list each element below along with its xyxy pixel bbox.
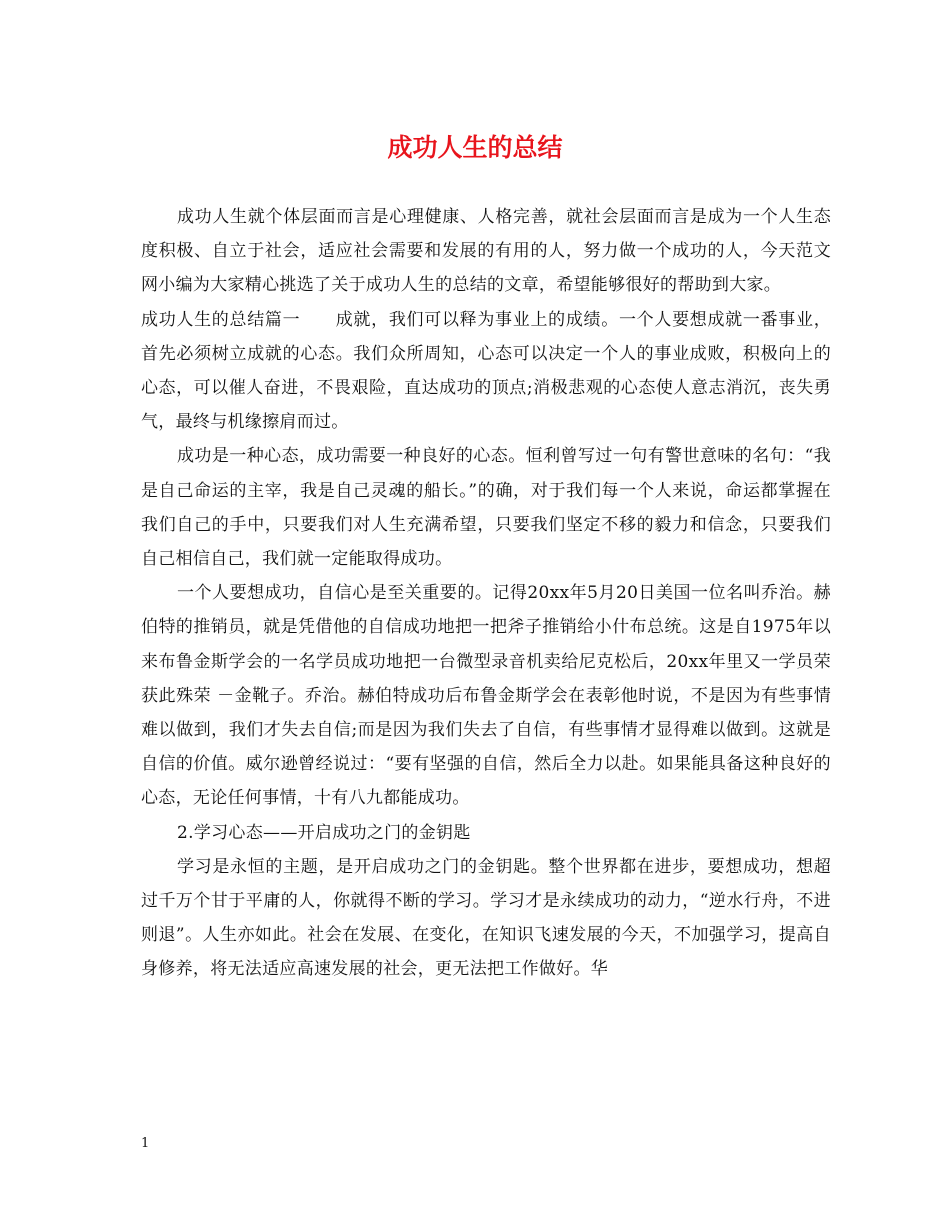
paragraph-confidence: 一个人要想成功，自信心是至关重要的。记得20xx年5月20日美国一位名叫乔治。赫伯特的推销员，就是凭借他的自信成功地把一把斧子推销给小什布总统。这是自1975年以来布鲁金斯学会的一名学员成功地把一台微型录音机卖给尼克松后，20xx年里又一学员荣获此殊荣 －金靴子。乔治。赫伯特成功后布鲁金斯学会在表彰他时说，不是因为有些事情难以做到，我们才失去自信;而是因为我们失去了自信，有些事情才显得难以做到。这就是自信的价值。威尔逊曾经说过：“要有坚强的自信，然后全力以赴。如果能具备这种良好的心态，无论任何事情，十有八九都能成功。 bbox=[141, 583, 831, 809]
paragraph-mindset: 成功是一种心态，成功需要一种良好的心态。恒利曾写过一句有警世意味的名句：“我是自己命运的主宰，我是自己灵魂的船长。”的确，对于我们每一个人来说，命运都掌握在我们自己的手中，只要我们对人生充满希望，只要我们坚定不移的毅力和信念，只要我们自己相信自己，我们就一定能取得成功。 bbox=[141, 446, 831, 570]
document-body bbox=[141, 200, 831, 987]
paragraph-intro: 成功人生就个体层面而言是心理健康、人格完善，就社会层面而言是成为一个人生态度积极、自立于社会，适应社会需要和发展的有用的人，努力做一个成功的人，今天范文网小编为大家精心挑选了关于成功人生的总结的文章，希望能够很好的帮助到大家。 bbox=[141, 207, 831, 296]
paragraph-learning: 学习是永恒的主题，是开启成功之门的金钥匙。整个世界都在进步，要想成功，想超过千万个甘于平庸的人，你就得不断的学习。学习才是永续成功的动力，“逆水行舟，不进则退”。人生亦如此。社会在发展、在变化，在知识飞速发展的今天，不加强学习，提高自身修养，将无法适应高速发展的社会，更无法把工作做好。华 bbox=[141, 856, 831, 980]
page-number: 1 bbox=[141, 1136, 150, 1151]
document-title: 成功人生的总结 bbox=[387, 133, 563, 162]
section-heading-learning: 2.学习心态——开启成功之门的金钥匙 bbox=[177, 822, 471, 843]
paragraph-chapter-one: 成功人生的总结篇一 成就，我们可以释为事业上的成绩。一个人要想成就一番事业，首先必须树立成就的心态。我们众所周知，心态可以决定一个人的事业成败，积极向上的心态，可以催人奋进，不畏艰险，直达成功的顶点;消极悲观的心态使人意志消沉，丧失勇气，最终与机缘擦肩而过。 bbox=[141, 309, 831, 433]
